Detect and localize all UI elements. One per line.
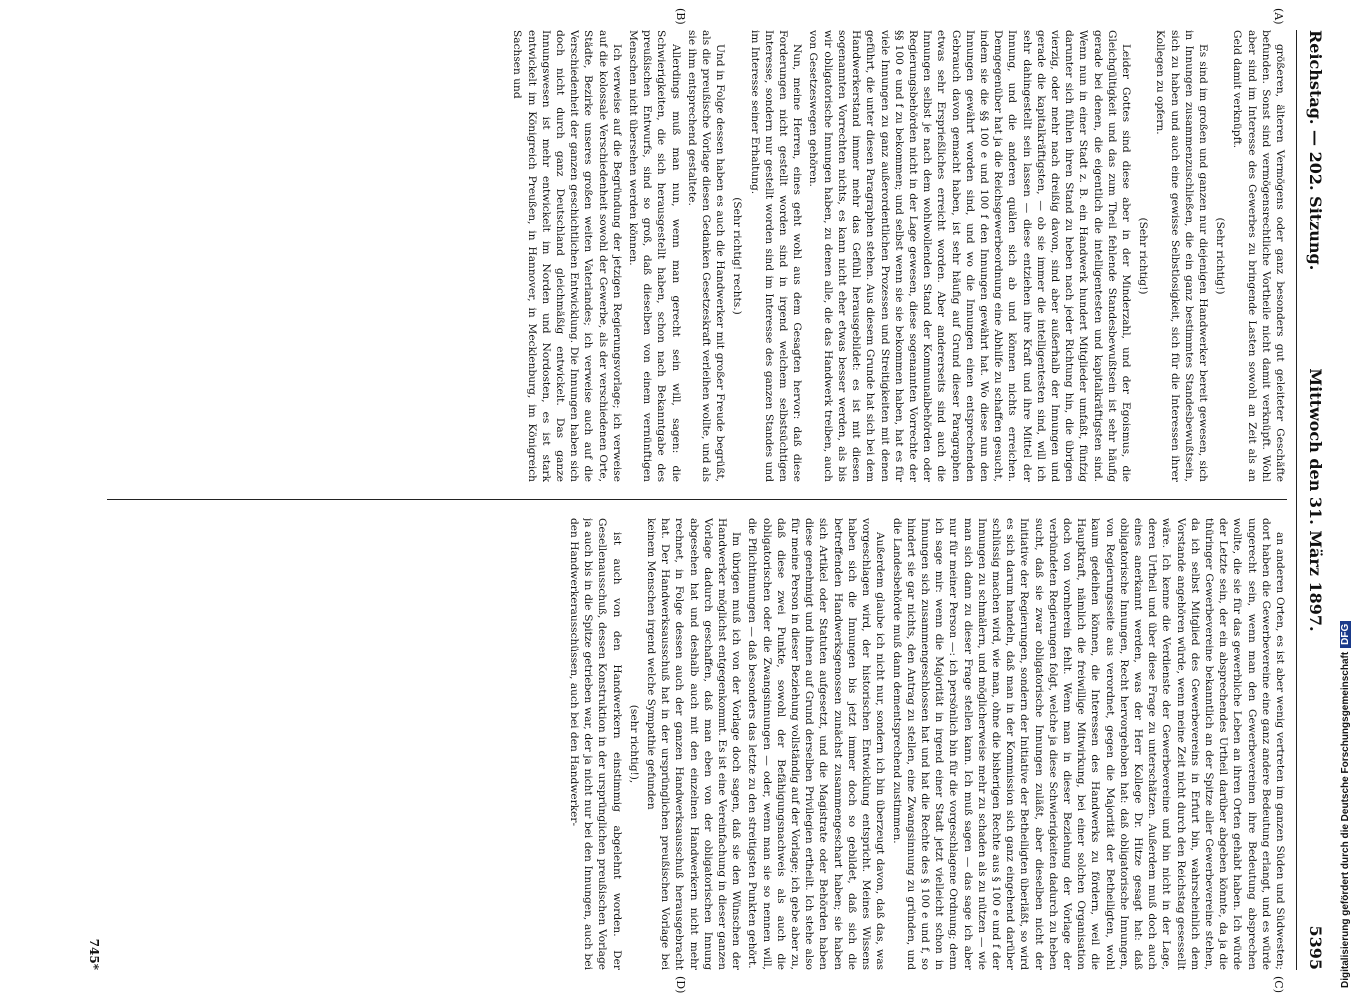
interjection: (Sehr richtig!) — [1214, 217, 1227, 295]
margin-mark-a: (A) — [1272, 8, 1285, 25]
document-page — [51, 8, 1331, 994]
header-date: Mittwoch den 31. März 1897. — [1306, 368, 1325, 632]
digitization-note — [1340, 12, 1353, 988]
paragraph: Außerdem glaube ich nicht nur, sondern ich bin überzeugt davon, daß das, was vorgeschlagen wird, der historischen Entwicklung entspricht. Meines Wissens haben sich die Innungen bis jetzt immer doch so gebildet, daß sich die betreffenden Handwerksgenossen zunächst zusammengeschart haben; sie haben sich Artikel oder Statuten aufgesetzt, und die Magistrate oder Behörden haben diese genehmigt und ihnen auf Grund derselben Privilegien ertheilt. Ich stehe also für meine Person in dieser Beziehung vollständig auf der Vorlage; ich gebe aber zu, daß diese zwei Punkte, sowohl der Befähigungsnachweis als auch die obligatorischen oder die Zwangsinnungen — oder, wenn man sie so nennen will, die Pflichtinnungen — daß besonders das letzte zu den streitigsten Punkten gehört. — [746, 518, 887, 970]
column-divider — [107, 499, 1287, 500]
page-number: 5395 — [1306, 925, 1325, 970]
margin-mark-b: (B) — [674, 8, 687, 25]
interjection: (Sehr richtig! rechts.) — [731, 197, 744, 315]
paragraph: ist auch von den Handwerkern einstimmig abgelehnt worden. Der Gesellenausschuß, dessen Konstruktion in der ursprünglichen preußischen Vorlage ja auch bis in die Spitze getrieben war, der ja nicht nur bei den Innungen, auch bei den Handwerkerausschüssen, auch bei den Handwerker- — [568, 518, 623, 970]
paragraph: an anderen Orten, es ist aber wenig vertreten im ganzen Süden und Südwesten; dort haben die Gewerbevereine eine ganz andere Bedeutung erlangt, und es würde ungerecht sein, wenn man den Gewerbevereinen ihre Bedeutung absprechen wollte, die sie für das gewerbliche Leben an ihren Orten gehabt haben. Ich würde der Letzte sein, der ein absprechendes Urtheil darüber abgeben könnte, da ja die thüringer Gewerbevereine bekanntlich an der Spitze aller Gewerbevereine stehen, da ich selbst Mitglied des Gewerbevereins in Erfurt bin, wahrscheinlich dem Vorstande angehören würde, wenn meine Zeit nicht durch den Reichstag gesessellt wäre. Ich kenne die Verdienste der Gewerbevereine und bin nicht in der Lage, deren Urtheil und über diese Frage zu unterschätzen. Außerdem muß doch auch eines anerkannt werden, was der Herr Kollege Dr. Hitze gesagt hat: daß obligatorische Innungen, Recht hervorgehoben hat: daß obligatorische Innungen, von Regierungsseite aus verordnet, gegen die Majorität der Betheiligten, wohl kaum gedeihen können, die Interessen des Handwerks zu fördern, weil die Hauptkraft, nämlich die freiwillige Mitwirkung, bei einer solchen Organisation doch von vornherein fehlt. Wenn man in dieser Beziehung der Vorlage der verbündeten Regierungen folgt, welche ja diese Schwierigkeiten dadurch zu heben sucht, daß sie zwar obligatorische Innungen zuläßt, aber dieselben nicht der Initiative der Regierungen, sondern der Initiative der Betheiligten überläßt, so wird es sich darum handeln, daß man in der Kommission sich ganz eingehend darüber schlüssig machen wird, wie man, ohne die bisherigen Rechte aus § 100 e und f der Innungen zu schmälern, und möglicherweise mehr zu schaden als zu nützen — wie man sich dann zu dieser Frage stellen kann. Ich muß sagen — das sage ich aber nur für meiner Person —: ich persönlich bin für die vorgeschlagene Ordnung; denn ich sage mir: wenn die Majorität in irgend einer Stadt jetzt vielleicht schon in Innungen sich zusammengeschlossen hat und hat die Rechte des § 100 e und f, so hindert sie gar nichts, den Antrag zu stellen, eine Zwangsinnung zu gründen, und die Landesbehörde muß dann dementsprechend zustimmen. — [890, 518, 1286, 970]
text-columns — [107, 8, 1287, 994]
paragraph: Leider Gottes sind diese aber in der Minderzahl, und der Egoismus, die Gleichgültigkeit und das zum Theil fehlende Standesbewußtsein ist sehr häufig gerade bei denen, die eigentlich die intelligentesten und kapitalkräftigsten sind. Wenn nun in einer Stadt z. B. ein Handwerk hundert Mitglieder umfaßt, fünfzig darunter sich fühlen ihren Stand zu heben nach jeder Richtung hin, die übrigen vierzig, oder mehr nach dreißig davon, sind aber außerhalb der Innungen und gerade die kapitalkräftigsten, — ob sie immer die intelligentesten sind, will ich sehr dahingestellt sein lassen — diese entziehen ihre Kraft und ihre Mittel der Innung, und die anderen quälen sich ab und können nichts erreichen. Demgegenüber hat ja die Reichsgewerbeordnung eine Abhilfe zu schaffen gesucht, indem sie die §§ 100 e und 100 f den Innungen gewährt hat. Wo diese nun den Innungen gewährt worden sind, und wo die Innungen einen entsprechenden Gebrauch davon gemacht haben, ist sehr häufig auf Grund dieser Paragraphen etwas sehr Ersprießliches erreicht worden. Aber andererseits sind auch die Innungen selbst je nach dem wohlwollenden Stand der Kommunalbehörden oder Regierungsbehörden nicht in der Lage gewesen, diese sogenannten Vorrechte der §§ 100 e und f zu bekommen; und selbst wenn sie sie bekommen haben, hat es für viele Innungen zu ganz außerordentlichen Prozessen und Streitigkeiten mit denen geführt, die unter diesen Paragraphen stehen. Aus diesem Grunde hat sich bei dem Handwerkerstand immer mehr das Gefühl herausgebildet: es ist mit diesen sogenannten Vorrechten nichts, es kann nicht eher etwas besser werden, als bis wir obligatorische Innungen haben, zu denen alle, die das Handwerk treiben, auch von Gesetzeswegen gehören. — [807, 30, 1132, 482]
paragraph: Es sind im großen und ganzen nur diejenigen Handwerker bereit gewesen, sich in Innungen zusammenzuschließen, die ein ganz bestimmtes Standesbewußtsein, sich zu haben und auch eine gewisse Selbstlosigkeit, sich für die Interessen ihrer Kollegen zu opfern. — [1154, 30, 1209, 482]
paragraph: Ich verweise auf die Begründung der jetzigen Regierungsvorlage; ich verweise auf die kolossale Verschiedenheit sowohl der Gewerbe, als der verschiedenen Orte, Städte, Bezirke unseres großen weiten Vaterlandes; ich verweise auch auf die Verschiedenheit der ganzen geschichtlichen Entwicklung. Die Innungen haben sich doch nicht durch ganz Deutschland gleichmäßig entwickelt. Das ganze Innungswesen ist mehr entwickelt im Norden und Nordosten, es ist stark entwickelt im Königreich Preußen, in Hannover, in Mecklenburg, im Königreich Sachsen und — [511, 30, 623, 482]
paragraph: größeren, älteren Vermögens oder ganz besonders gut geleiteter Geschäfte befunden. Sonst sind vermögensrechtliche Vortheile nicht damit verknüpft. Wohl aber sind im Interesse des Gewerbes zu bringende Lasten sowohl an Zeit als an Geld damit verknüpft. — [1231, 30, 1286, 482]
digitization-text: Digitalisierung gefördert durch die Deutsche Forschungsgemeinschaft — [1340, 651, 1351, 988]
interjection: (Sehr richtig!) — [1137, 217, 1150, 295]
paragraph: Im übrigen muß ich von der Vorlage doch sagen, daß sie den Wünschen der Handwerker möglichst entgegenkommt. Es ist eine Vereinfachung in dieser ganzen Vorlage dadurch geschaffen, daß man eben von der obligatorischen Innung abgesehen hat und deshalb auch mit den einzelnen Handwerkern nicht mehr rechnet, in Folge dessen auch der ganzen Handwerksausschuß herausgebracht hat. Der Handwerksausschuß hat in der ursprünglichen preußischen Vorlage bei keinem Menschen irgend welche Sympathie gefunden — [645, 518, 743, 970]
dfg-logo: DFG — [1340, 621, 1351, 648]
interjection: (sehr richtig!), — [627, 704, 640, 784]
header-session: Reichstag. — 202. Sitzung. — [1306, 30, 1325, 271]
left-column — [107, 30, 1287, 482]
page-header — [1296, 30, 1331, 970]
paragraph: Allerdings muß man nun, wenn man gerecht sein will, sagen: die Schwierigkeiten, die sich herausgestellt haben, schon nach Bekanntgabe des preußischen Entwurfs, sind so groß, daß dieselben von einem vernünftigen Menschen nicht übersehen werden können. — [627, 30, 682, 482]
margin-mark-d: (D) — [674, 976, 687, 994]
margin-mark-c: (C) — [1272, 976, 1285, 993]
right-column — [107, 518, 1287, 970]
signature-mark: 745* — [87, 938, 101, 970]
paragraph: Nun, meine Herren, eines geht wohl aus dem Gesagten hervor: daß diese Forderungen nicht gestellt worden sind in irgend welchem selbstsüchtigen Interesse, sondern nur gestellt worden sind im Interesse des ganzen Standes und im Interesse seiner Erhaltung. — [748, 30, 804, 482]
paragraph: Und in Folge dessen haben es auch die Handwerker mit großer Freude begrüßt, als die preußische Vorlage diesen Gedanken Gesetzeskraft verleihen wollte, und als sie ihm entsprechend gestaltete. — [685, 30, 727, 482]
